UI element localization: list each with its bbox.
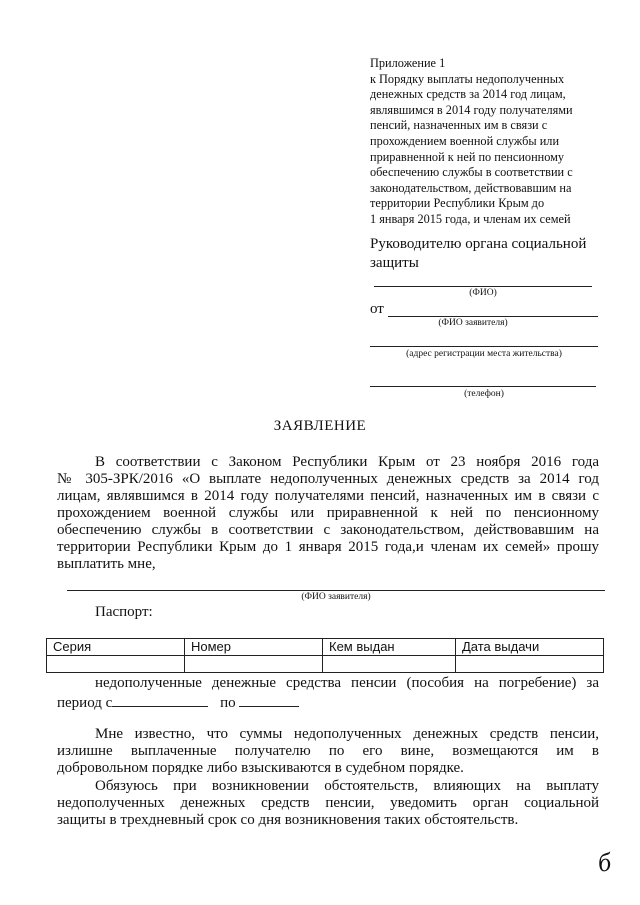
period-to-field[interactable]	[239, 692, 299, 707]
period-from-field[interactable]	[112, 692, 208, 707]
appendix-line: обеспечению службы в соответствии с	[370, 165, 573, 180]
appendix-line: территории Республики Крым до	[370, 196, 545, 211]
funds-line: недополученные денежные средства пенсии (пособия на погребение) за	[95, 675, 599, 691]
passport-series-cell[interactable]	[47, 656, 185, 673]
appendix-line: денежных средств за 2014 год лицам,	[370, 87, 566, 102]
appendix-line: Приложение 1	[370, 56, 446, 70]
period-to-label: по	[220, 695, 236, 711]
recipient-line: защиты	[370, 255, 419, 271]
applicant-name-caption: (ФИО заявителя)	[438, 318, 508, 328]
appendix-line: прохождением военной службы или	[370, 133, 560, 148]
paragraph-line: обеспечению службы в соответствии с законодательством, действовавшим на	[57, 522, 599, 538]
paragraph-line: № 305-ЗРК/2016 «О выплате недополученных денежных средств за 2014 год	[57, 471, 599, 487]
paragraph-line: прохождением военной службы или приравненной к ней по пенсионному	[57, 505, 599, 521]
paragraph-line: Обязуюсь при возникновении обстоятельств, влияющих на выплату	[95, 778, 599, 794]
paragraph-line: защиты в трехдневный срок со дня возникновения таких обстоятельств.	[57, 812, 519, 828]
passport-issued-by-cell[interactable]	[323, 656, 456, 673]
paragraph-line: недополученных денежных средств пенсии, уведомить орган социальной	[57, 795, 599, 811]
passport-table	[46, 638, 604, 673]
passport-header-row	[47, 639, 604, 656]
paragraph-line: В соответствии с Законом Республики Крым от 23 ноября 2016 года	[95, 454, 599, 470]
paragraph-line: лицам, являвшимся в 2014 году получателями пенсий, назначенных им в связи с	[57, 488, 599, 504]
phone-caption: (телефон)	[464, 389, 504, 399]
document-title: ЗАЯВЛЕНИЕ	[273, 418, 367, 434]
recipient-fio-field[interactable]	[374, 286, 592, 287]
handwritten-page-mark: б	[595, 847, 613, 878]
phone-field[interactable]	[370, 386, 596, 387]
passport-column-series: Серия	[47, 639, 185, 656]
passport-input-row	[47, 656, 604, 673]
appendix-line: приравненной к ней по пенсионному	[370, 149, 565, 164]
passport-number-cell[interactable]	[185, 656, 323, 673]
recipient-title	[370, 235, 620, 273]
paragraph-line: излишне выплаченные получателю по его вине, возмещаются им в	[57, 743, 599, 759]
passport-column-issue-date: Дата выдачи	[456, 639, 604, 656]
recipient-line: Руководителю органа социальной	[370, 236, 587, 252]
passport-column-number: Номер	[185, 639, 323, 656]
passport-label: Паспорт:	[95, 604, 153, 620]
paragraph-line: добровольном порядке либо взыскиваются в судебном порядке.	[57, 760, 464, 776]
paragraph-line: выплатить мне,	[57, 556, 156, 572]
period-line	[57, 692, 599, 712]
appendix-line: пенсий, назначенных им в связи с	[370, 118, 548, 133]
paragraph-line: Мне известно, что суммы недополученных денежных средств пенсии,	[95, 726, 599, 742]
from-label: от	[370, 301, 384, 317]
applicant-full-name-caption: (ФИО заявителя)	[301, 592, 371, 602]
paragraph-line: территории Республики Крым до 1 января 2015 года,и членам их семей» прошу	[57, 539, 599, 555]
appendix-line: законодательством, действовавшим на	[370, 180, 572, 195]
applicant-full-name-field[interactable]	[67, 590, 605, 591]
passport-issue-date-cell[interactable]	[456, 656, 604, 673]
appendix-line: 1 января 2015 года, и членам их семей	[370, 211, 571, 226]
period-from-label: период с	[57, 695, 113, 711]
funds-paragraph	[57, 675, 599, 712]
acknowledgement-paragraph	[57, 726, 599, 777]
recipient-fio-caption: (ФИО)	[469, 288, 497, 298]
applicant-name-field[interactable]	[388, 316, 598, 317]
appendix-header	[370, 56, 610, 228]
passport-column-issued-by: Кем выдан	[323, 639, 456, 656]
address-field[interactable]	[370, 346, 598, 347]
address-caption: (адрес регистрации места жительства)	[406, 349, 562, 359]
statement-paragraph	[57, 454, 599, 573]
obligation-paragraph	[57, 778, 599, 829]
appendix-line: являвшимся в 2014 году получателями	[370, 102, 573, 117]
appendix-line: к Порядку выплаты недополученных	[370, 71, 565, 86]
